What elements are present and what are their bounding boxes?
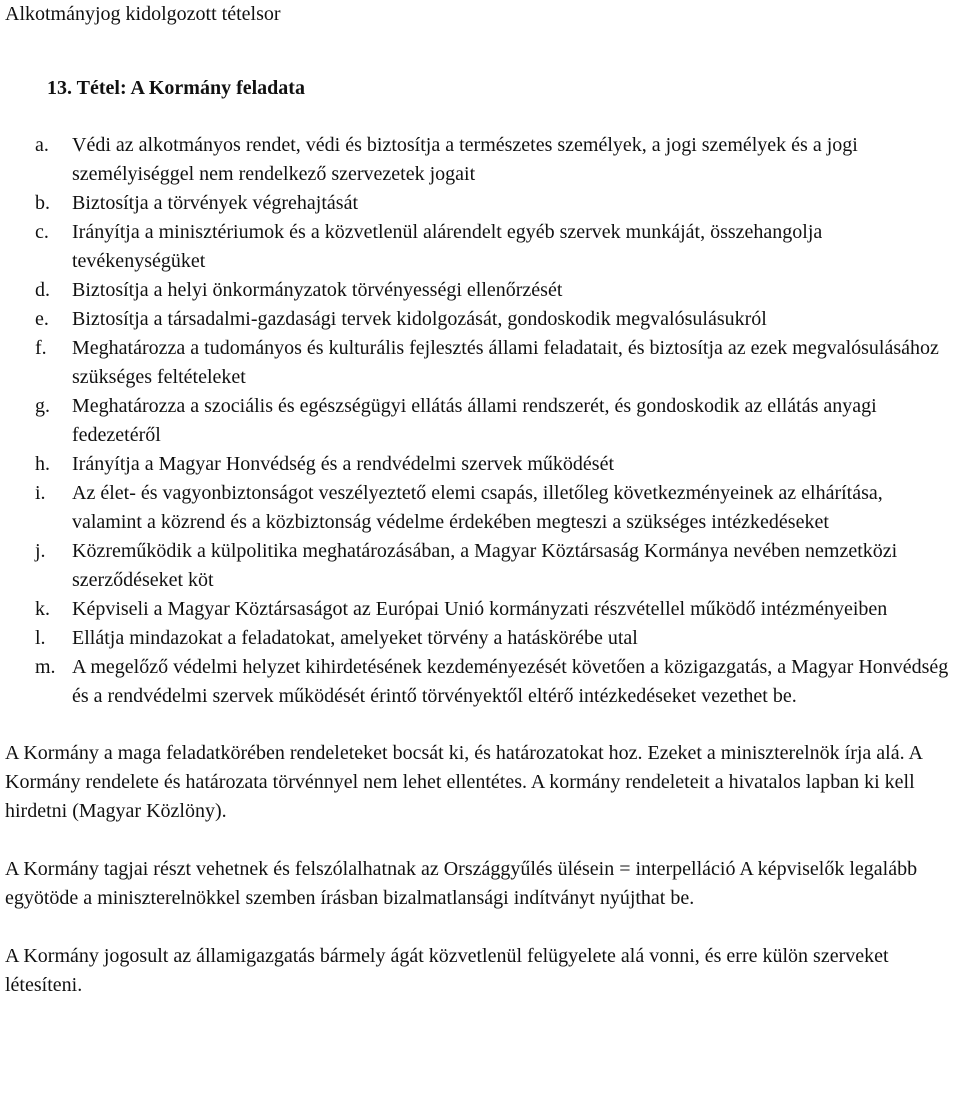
list-item-letter: l. bbox=[35, 627, 46, 649]
document-header: Alkotmányjog kidolgozott tételsor bbox=[5, 3, 281, 25]
list-item bbox=[5, 305, 956, 334]
list-item-letter: m. bbox=[35, 656, 56, 678]
list-item bbox=[5, 537, 956, 595]
list-item-text: Az élet- és vagyonbiztonságot veszélyeztető elemi csapás, illetőleg következményeinek az elhárítása, valamint a közrend és a közbiztonság védelme érdekében megteszi a szükséges intézkedéseket bbox=[72, 482, 883, 533]
list-item-text: Biztosítja a társadalmi-gazdasági tervek kidolgozását, gondoskodik megvalósulásukról bbox=[72, 308, 767, 330]
list-item bbox=[5, 624, 956, 653]
list-item bbox=[5, 276, 956, 305]
list-item-text: Meghatározza a tudományos és kulturális fejlesztés állami feladatait, és biztosítja az ezek megvalósulásához szükséges feltételeket bbox=[72, 337, 939, 388]
list-item bbox=[5, 189, 956, 218]
list-item bbox=[5, 595, 956, 624]
list-item-text: Képviseli a Magyar Köztársaságot az Európai Unió kormányzati részvétellel működő intézményeiben bbox=[72, 598, 888, 620]
list-item bbox=[5, 334, 956, 392]
paragraph-decrees: A Kormány a maga feladatkörében rendeleteket bocsát ki, és határozatokat hoz. Ezeket a miniszterelnök írja alá. A Kormány rendelete és határozata törvénnyel nem lehet ellentétes. A kormány rendeleteit a hivatalos lapban ki kell hirdetni (Magyar Közlöny). bbox=[5, 742, 922, 822]
list-item-letter: b. bbox=[35, 192, 50, 214]
list-item bbox=[5, 218, 956, 276]
list-item-letter: h. bbox=[35, 453, 50, 475]
list-item-letter: i. bbox=[35, 482, 46, 504]
list-item bbox=[5, 479, 956, 537]
list-item-text: Meghatározza a szociális és egészségügyi ellátás állami rendszerét, és gondoskodik az ellátás anyagi fedezetéről bbox=[72, 395, 877, 446]
section-title: 13. Tétel: A Kormány feladata bbox=[47, 77, 305, 99]
list-item-letter: a. bbox=[35, 134, 49, 156]
list-item-letter: j. bbox=[35, 540, 46, 562]
paragraph-supervision: A Kormány jogosult az államigazgatás bármely ágát közvetlenül felügyelete alá vonni, és erre külön szerveket létesíteni. bbox=[5, 945, 889, 996]
paragraph-interpellation: A Kormány tagjai részt vehetnek és felszólalhatnak az Országgyűlés ülésein = interpelláció A képviselők legalább egyötöde a miniszterelnökkel szemben írásban bizalmatlansági indítványt nyújthat be. bbox=[5, 858, 918, 909]
list-item-letter: d. bbox=[35, 279, 50, 301]
list-item-text: Irányítja a Magyar Honvédség és a rendvédelmi szervek működését bbox=[72, 453, 615, 475]
list-item-letter: g. bbox=[35, 395, 50, 417]
list-item bbox=[5, 131, 956, 189]
list-item bbox=[5, 653, 956, 711]
list-item-text: Biztosítja a törvények végrehajtását bbox=[72, 192, 359, 214]
list-item-text: Ellátja mindazokat a feladatokat, amelyeket törvény a hatáskörébe utal bbox=[72, 627, 638, 649]
list-item-text: Biztosítja a helyi önkormányzatok törvényességi ellenőrzését bbox=[72, 279, 563, 301]
task-list bbox=[5, 131, 956, 711]
list-item-text: Közreműködik a külpolitika meghatározásában, a Magyar Köztársaság Kormánya nevében nemzetközi szerződéseket köt bbox=[72, 540, 898, 591]
list-item-text: Irányítja a minisztériumok és a közvetlenül alárendelt egyéb szervek munkáját, összehangolja tevékenységüket bbox=[72, 221, 823, 272]
list-item-letter: e. bbox=[35, 308, 49, 330]
list-item-letter: k. bbox=[35, 598, 50, 620]
list-item-text: Védi az alkotmányos rendet, védi és biztosítja a természetes személyek, a jogi személyek és a jogi személyiséggel nem rendelkező szervezetek jogait bbox=[72, 134, 858, 185]
list-item-letter: f. bbox=[35, 337, 47, 359]
list-item-text: A megelőző védelmi helyzet kihirdetésének kezdeményezését követően a közigazgatás, a Magyar Honvédség és a rendvédelmi szervek működését érintő törvényektől eltérő intézkedéseket vezethet be. bbox=[72, 656, 949, 707]
list-item-letter: c. bbox=[35, 221, 49, 243]
list-item bbox=[5, 450, 956, 479]
list-item bbox=[5, 392, 956, 450]
